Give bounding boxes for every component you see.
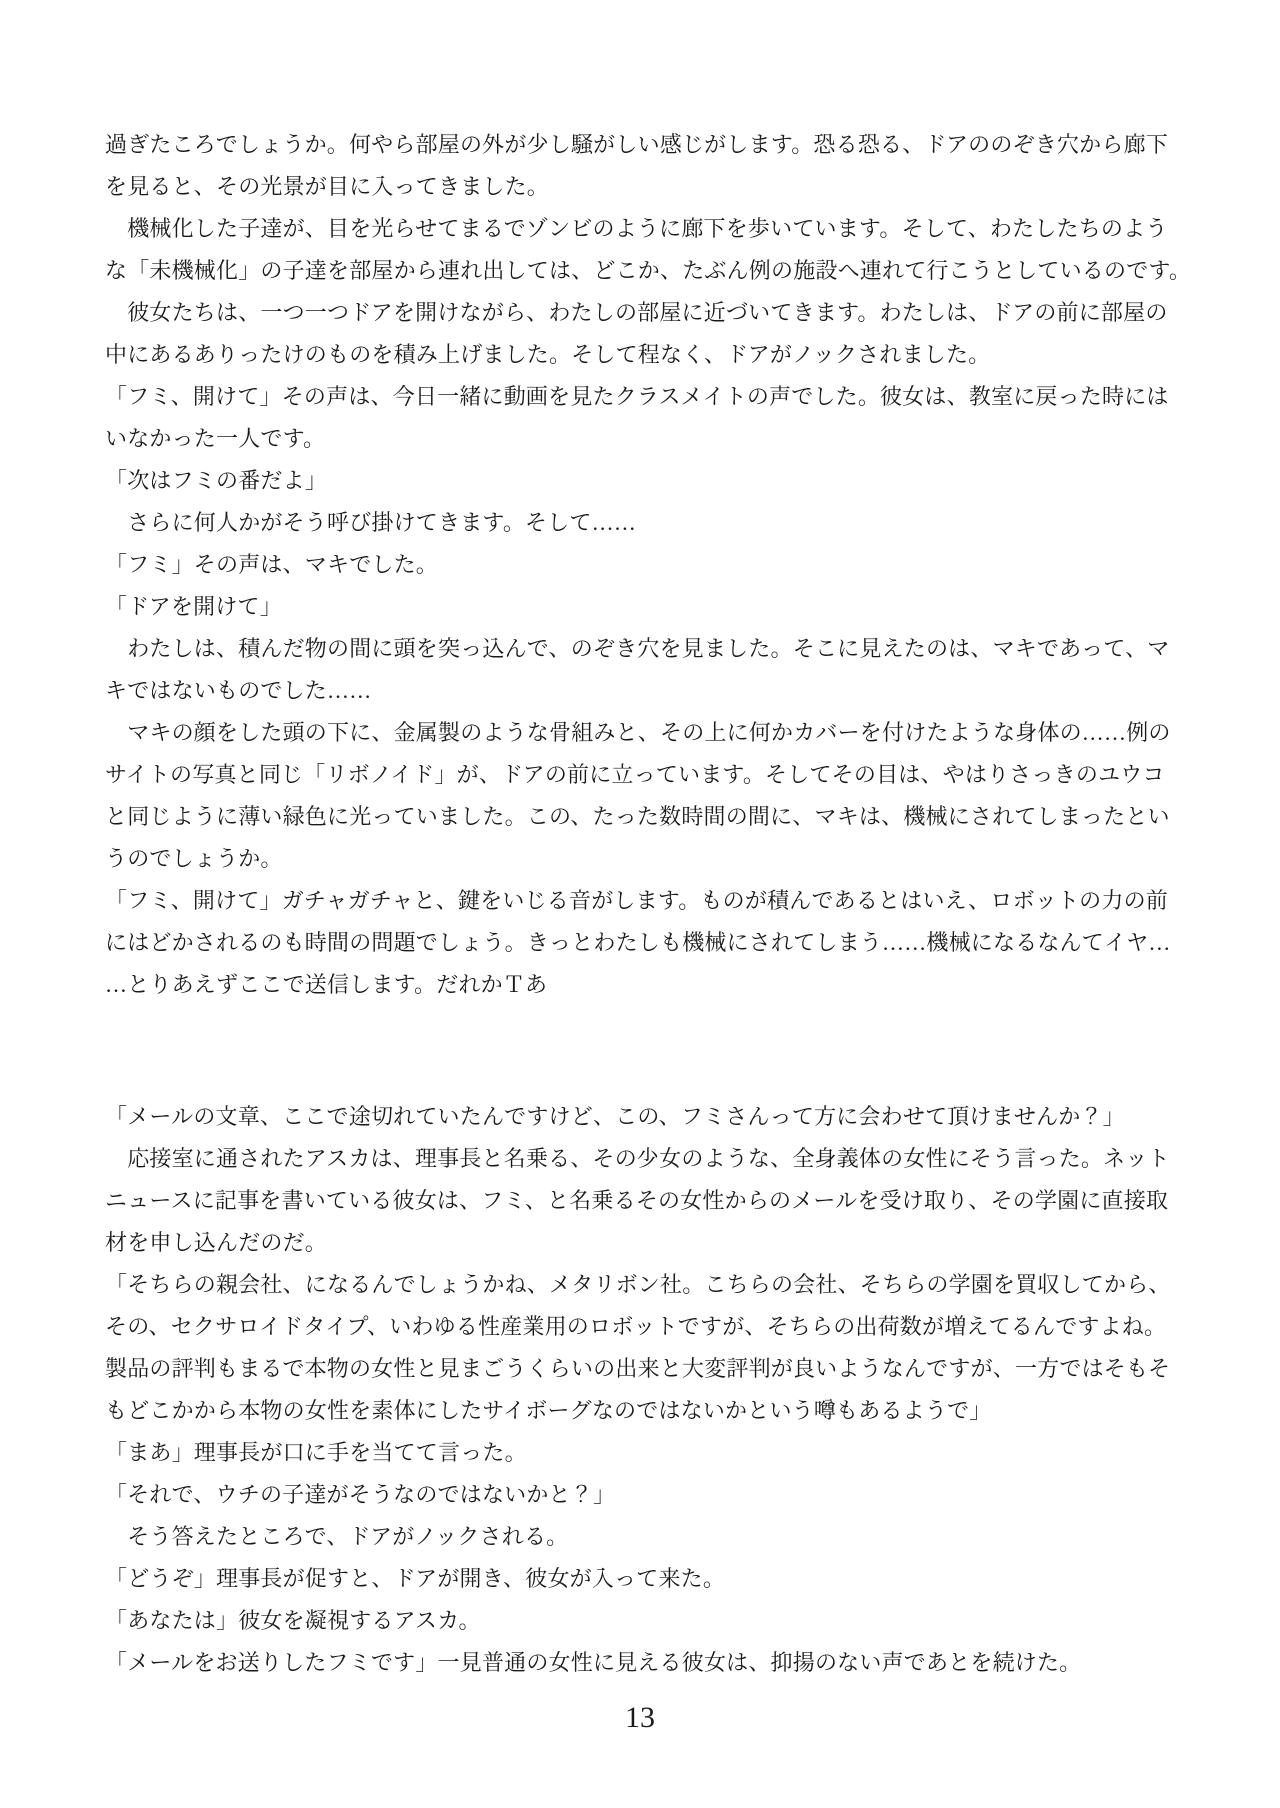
text-line: を見ると、その光景が目に入ってきました。: [105, 174, 550, 199]
text-line: 「そちらの親会社、になるんでしょうかね、メタリボン社。こちらの会社、そちらの学園を買収してから、: [105, 1272, 1171, 1297]
text-line: 「次はフミの番だよ」: [105, 468, 328, 493]
text-line: …とりあえずここで送信します。だれかＴあ: [105, 972, 548, 997]
text-line: 「それで、ウチの子達がそうなのではないかと？」: [105, 1482, 616, 1507]
text-line: 「まあ」理事長が口に手を当てて言った。: [105, 1440, 527, 1465]
text-line: 中にあるありったけのものを積み上げました。そして程なく、ドアがノックされました。: [105, 342, 991, 367]
text-line: 「フミ、開けて」その声は、今日一緒に動画を見たクラスメイトの声でした。彼女は、教室に戻った時には: [105, 384, 1169, 409]
text-line: ニュースに記事を書いている彼女は、フミ、と名乗るその女性からのメールを受け取り、その学園に直接取: [105, 1188, 1169, 1213]
text-line: な「未機械化」の子達を部屋から連れ出しては、どこか、たぶん例の施設へ連れて行こうとしているのです。: [105, 258, 1192, 283]
text-line: 「メールをお送りしたフミです」一見普通の女性に見える彼女は、抑揚のない声であとを続けた。: [105, 1650, 1082, 1675]
text-block: [105, 124, 1195, 1684]
text-line: そう答えたところで、ドアがノックされる。: [105, 1524, 569, 1549]
text-line: わたしは、積んだ物の間に頭を突っ込んで、のぞき穴を見ました。そこに見えたのは、マキであって、マ: [105, 636, 1170, 661]
text-line: いなかった一人です。: [105, 426, 326, 451]
text-line: 「あなたは」彼女を凝視するアスカ。: [105, 1608, 481, 1633]
text-line: キではないものでした……: [105, 678, 372, 703]
text-line: うのでしょうか。: [105, 846, 283, 871]
text-line: マキの顔をした頭の下に、金属製のような骨組みと、その上に何かカバーを付けたような身体の……例の: [105, 720, 1171, 745]
text-line: 応接室に通されたアスカは、理事長と名乗る、その少女のような、全身義体の女性にそう言った。ネット: [105, 1146, 1170, 1171]
text-line: 「どうぞ」理事長が促すと、ドアが開き、彼女が入って来た。: [105, 1566, 726, 1591]
text-line: 彼女たちは、一つ一つドアを開けながら、わたしの部屋に近づいてきます。わたしは、ドアの前に部屋の: [105, 300, 1168, 325]
text-line: もどこかから本物の女性を素体にしたサイボーグなのではないかという噂もあるようで」: [105, 1398, 992, 1423]
email-text-section: [105, 124, 1195, 1006]
text-line: 「フミ、開けて」ガチャガチャと、鍵をいじる音がします。ものが積んであるとはいえ、ロボットの力の前: [105, 888, 1168, 913]
text-line: 機械化した子達が、目を光らせてまるでゾンビのように廊下を歩いています。そして、わたしたちのよう: [105, 216, 1168, 241]
text-line: 「フミ」その声は、マキでした。: [105, 552, 439, 577]
text-line: 製品の評判もまるで本物の女性と見まごうくらいの出来と大変評判が良いようなんですが、一方ではそもそ: [105, 1356, 1171, 1381]
text-line: 過ぎたころでしょうか。何やら部屋の外が少し騒がしい感じがします。恐る恐る、ドアののぞき穴から廊下: [105, 132, 1168, 157]
text-line: 「メールの文章、ここで途切れていたんですけど、この、フミさんって方に会わせて頂けませんか？」: [105, 1104, 1125, 1129]
text-line: 「ドアを開けて」: [105, 594, 282, 619]
text-line: にはどかされるのも時間の問題でしょう。きっとわたしも機械にされてしまう……機械になるなんてイヤ…: [105, 930, 1171, 955]
text-line: その、セクサロイドタイプ、いわゆる性産業用のロボットですが、そちらの出荷数が増えてるんですよね。: [105, 1314, 1167, 1339]
text-line: サイトの写真と同じ「リボノイド」が、ドアの前に立っています。そしてその目は、やはりさっきのユウコ: [105, 762, 1165, 787]
page-number: 13: [625, 1701, 655, 1734]
text-line: 材を申し込んだのだ。: [105, 1230, 328, 1255]
text-line: さらに何人かがそう呼び掛けてきます。そして……: [105, 510, 637, 535]
text-line: と同じように薄い緑色に光っていました。この、たった数時間の間に、マキは、機械にされてしまったとい: [105, 804, 1170, 829]
narrative-section: [105, 1096, 1195, 1684]
